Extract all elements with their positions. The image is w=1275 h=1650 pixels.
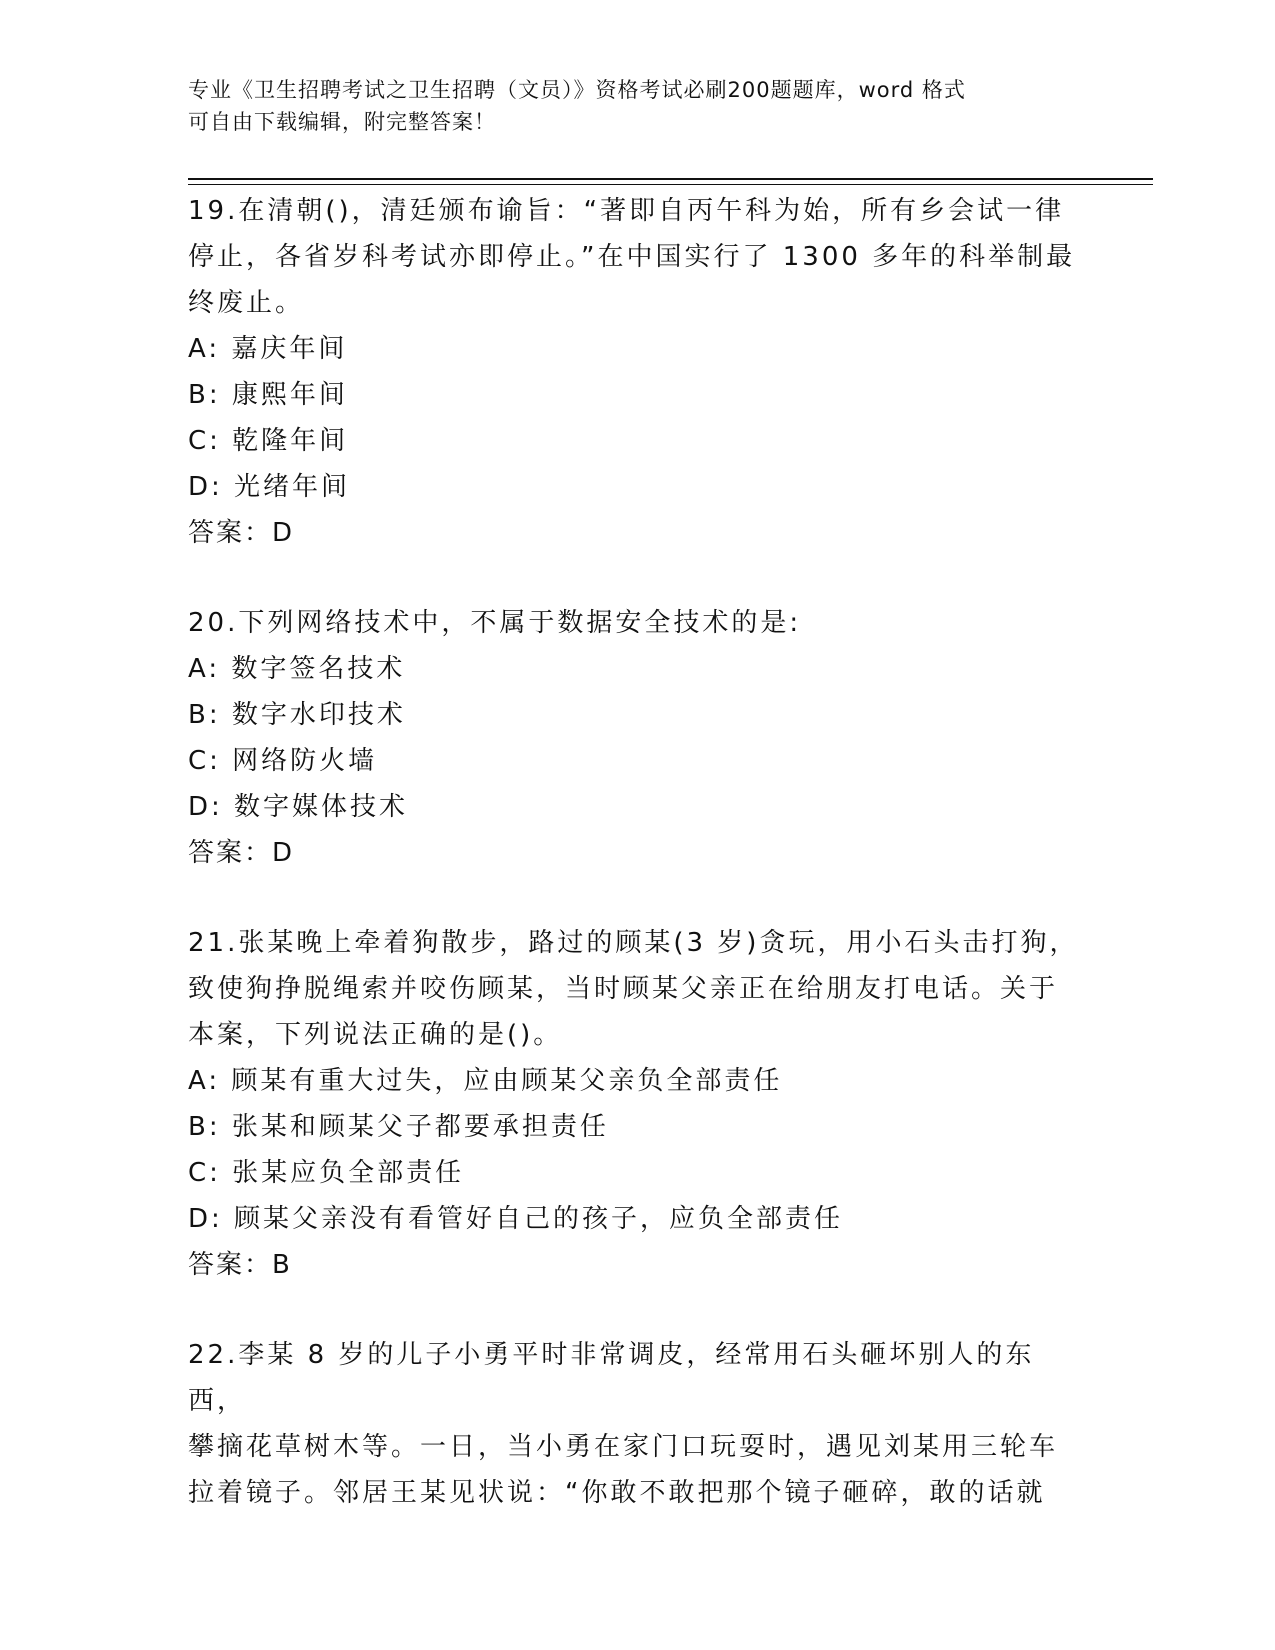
question-text-line: 22.李某 8 岁的儿子小勇平时非常调皮，经常用石头砸坏别人的东西， (188, 1340, 1035, 1416)
option-a: A: 嘉庆年间 (188, 334, 348, 364)
document-header (188, 74, 1068, 138)
header-divider-thick (188, 178, 1153, 180)
question-list (188, 188, 1088, 1560)
question-20 (188, 600, 1088, 876)
answer: 答案：B (188, 1250, 292, 1280)
header-divider-thin (188, 184, 1153, 185)
question-text-line: 拉着镜子。邻居王某见状说：“你敢不敢把那个镜子砸碎，敢的话就 (188, 1478, 1046, 1508)
option-a: A: 数字签名技术 (188, 654, 406, 684)
option-b: B: 康熙年间 (188, 380, 348, 410)
option-a: A: 顾某有重大过失，应由顾某父亲负全部责任 (188, 1066, 783, 1096)
answer: 答案：D (188, 518, 295, 548)
question-text-line: 攀摘花草树木等。一日，当小勇在家门口玩耍时，遇见刘某用三轮车 (188, 1432, 1059, 1462)
header-line-1: 专业《卫生招聘考试之卫生招聘（文员）》资格考试必刷200题题库，word 格式 (188, 78, 966, 102)
question-text-line: 终废止。 (188, 288, 305, 318)
header-line-2: 可自由下载编辑，附完整答案！ (188, 110, 496, 134)
option-d: D: 顾某父亲没有看管好自己的孩子，应负全部责任 (188, 1204, 844, 1234)
question-22 (188, 1332, 1088, 1516)
answer: 答案：D (188, 838, 295, 868)
option-d: D: 光绪年间 (188, 472, 351, 502)
option-c: C: 张某应负全部责任 (188, 1158, 465, 1188)
question-21 (188, 920, 1088, 1288)
option-c: C: 网络防火墙 (188, 746, 378, 776)
question-text-line: 21.张某晚上牵着狗散步，路过的顾某(3 岁)贪玩，用小石头击打狗， (188, 928, 1079, 958)
option-b: B: 张某和顾某父子都要承担责任 (188, 1112, 609, 1142)
question-19 (188, 188, 1088, 556)
option-b: B: 数字水印技术 (188, 700, 406, 730)
question-text-line: 致使狗挣脱绳索并咬伤顾某，当时顾某父亲正在给朋友打电话。关于 (188, 974, 1059, 1004)
option-c: C: 乾隆年间 (188, 426, 349, 456)
question-text-line: 停止，各省岁科考试亦即停止。”在中国实行了 1300 多年的科举制最 (188, 242, 1076, 272)
question-text-line: 本案，下列说法正确的是()。 (188, 1020, 563, 1050)
question-text-line: 19.在清朝()，清廷颁布谕旨：“著即自丙午科为始，所有乡会试一律 (188, 196, 1065, 226)
option-d: D: 数字媒体技术 (188, 792, 409, 822)
question-text-line: 20.下列网络技术中，不属于数据安全技术的是: (188, 608, 802, 638)
